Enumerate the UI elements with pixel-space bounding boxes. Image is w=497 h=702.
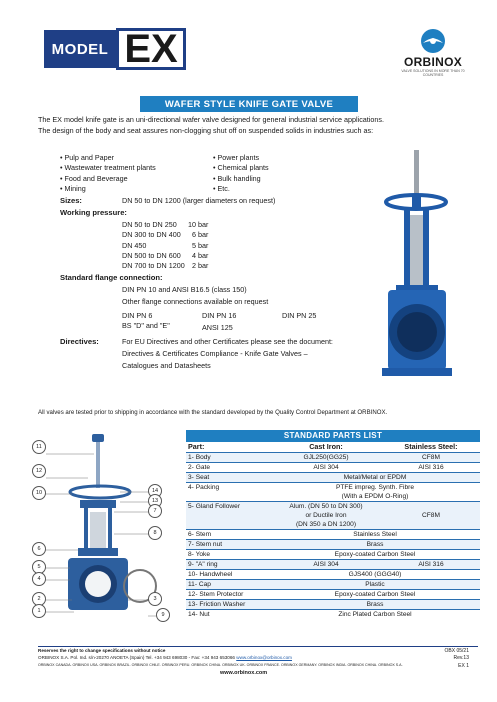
material-value: Epoxy-coated Carbon Steel (334, 591, 416, 598)
part-name: 7- Stem nut (188, 541, 223, 548)
material-line: or Ductile Iron (305, 512, 347, 519)
table-row (186, 539, 480, 549)
stainless-value: AISI 316 (418, 561, 444, 568)
part-name: 2- Gate (188, 464, 210, 471)
pressure-range: DN 50 to DN 250 (122, 220, 177, 229)
part-name: 10- Handwheel (188, 571, 233, 578)
header (0, 26, 497, 77)
table-row (186, 569, 480, 579)
part-name: 6- Stem (188, 531, 212, 538)
application-item: • Mining (60, 184, 156, 194)
table-body (186, 452, 480, 619)
header-part: Part: (188, 442, 205, 451)
directives-line2: Directives & Certificates Compliance - Knife Gate Valves – (122, 349, 308, 358)
flange-label: Standard flange connection: (60, 273, 163, 282)
document-title: WAFER STYLE KNIFE GATE VALVE (140, 96, 358, 112)
callout-label: 2 (37, 596, 41, 602)
material-value: Brass (366, 541, 384, 548)
table-row (186, 482, 480, 501)
material-value: Brass (366, 601, 384, 608)
pressure-range: DN 300 to DN 400 (122, 230, 181, 240)
flange-line2: Other flange connections available on request (122, 297, 269, 306)
footer-doc-info (445, 648, 469, 670)
part-name: 13- Friction Washer (188, 601, 246, 608)
callout-marker (32, 486, 46, 500)
parts-table (186, 430, 480, 619)
sizes-value: DN 50 to DN 1200 (larger diameters on request) (122, 196, 276, 205)
application-item: • Chemical plants (213, 163, 269, 173)
doc-page: EX 1 (458, 662, 469, 669)
footer-subsidiaries: ORBINOX CANADA. ORBINOX USA. ORBINOX BRAZIL. ORBINOX CHILE. ORBINOX PERU. ORBINOX CHINA. ORBINOX UK. ORBINOX FRANCE. ORBINOX GERMANY. ORBINOX INDIA. ORBINOX CHINA. ORBINOX S.A. (38, 662, 403, 667)
valve-photo (370, 150, 470, 395)
pressure-value: 6 bar (192, 230, 209, 240)
part-name: 9- "A" ring (188, 561, 218, 568)
callout-label: 13 (151, 498, 159, 504)
cast-iron-value (270, 502, 382, 529)
model-code: EX (116, 28, 186, 70)
flange-line1: DIN PN 10 and ANSI B16.5 (class 150) (122, 285, 247, 294)
table-header (186, 442, 480, 452)
footer-divider (38, 646, 478, 647)
callout-label: 1 (37, 608, 41, 614)
material-line: (DN 350 a DN 1200) (295, 521, 357, 528)
pressure-value: 2 bar (192, 261, 209, 271)
part-name: 14- Nut (188, 611, 210, 618)
callout-marker (32, 464, 46, 478)
pressure-value: 10 bar (188, 220, 209, 229)
material-line: Alum. (DN 50 to DN 300) (289, 503, 363, 510)
callout-label: 10 (35, 490, 43, 496)
table-row (186, 462, 480, 472)
flange-option: DIN PN 6 (122, 311, 153, 320)
exploded-view-icon (28, 430, 186, 628)
table-row (186, 599, 480, 609)
material-value: Plastic (365, 581, 385, 588)
callout-marker (148, 592, 162, 606)
callout-label: 6 (37, 546, 41, 552)
callout-marker (32, 604, 46, 618)
application-item: • Pulp and Paper (60, 153, 156, 163)
pressure-value: 5 bar (192, 240, 209, 250)
table-row (186, 452, 480, 462)
table-row (186, 501, 480, 529)
doc-code: OBX 05/21 (444, 648, 469, 654)
table-row (186, 549, 480, 559)
pressure-range: DN 500 to DN 600 (122, 250, 181, 260)
part-name: 12- Stem Protector (188, 591, 244, 598)
part-name: 1- Body (188, 454, 211, 461)
part-name: 11- Cap (188, 581, 211, 588)
callout-label: 11 (36, 444, 42, 450)
callout-label: 12 (35, 468, 43, 474)
flange-option: DIN PN 16 (202, 311, 237, 320)
brand-name: ORBINOX (403, 55, 463, 69)
brand-tagline: VALVE SOLUTIONS IN MORE THAN 70 COUNTRIES (401, 69, 465, 77)
flange-option: BS "D" and "E" (122, 321, 170, 330)
material-value: Epoxy-coated Carbon Steel (334, 551, 416, 558)
stainless-value: AISI 316 (418, 464, 444, 471)
pressure-value: 4 bar (192, 250, 209, 260)
model-label: MODEL (44, 30, 116, 68)
application-item: • Food and Beverage (60, 174, 156, 184)
header-stainless: Stainless Steel: (404, 442, 458, 451)
directives-line1: For EU Directives and other Certificates please see the document: (122, 337, 333, 346)
flange-option: DIN PN 25 (282, 311, 317, 320)
part-name: 4- Packing (188, 484, 220, 491)
brand-logo (393, 28, 473, 76)
footer-address-text: ORBINOX S.A. Pol. Ind. s/n-20270 ANOETA (Spain) Tel. +34 943 698030 - Fax: +34 943 653066 (38, 654, 235, 660)
footer-email-link[interactable]: www.orbinox@orbinox.com (236, 654, 292, 660)
cast-iron-value: AISI 304 (313, 464, 339, 471)
callout-label: 3 (153, 596, 157, 602)
flange-option: ANSI 125 (202, 323, 233, 332)
material-line: (With a EPDM O-Ring) (341, 493, 409, 500)
pressure-range: DN 450 (122, 240, 147, 250)
exploded-drawing (28, 430, 186, 628)
part-name: 5- Gland Follower (188, 503, 241, 510)
doc-revision: Rev.13 (453, 655, 469, 662)
footer (38, 648, 483, 668)
callout-label: 7 (153, 508, 157, 514)
orbinox-logo-icon (418, 28, 448, 54)
table-row (186, 589, 480, 599)
table-row (186, 559, 480, 569)
table-row (186, 529, 480, 539)
table-row (186, 579, 480, 589)
footer-address (38, 655, 483, 662)
table-row (186, 472, 480, 482)
intro-paragraph: The EX model knife gate is an uni-directional wafer valve designed for general industrial service applications. The design of the body and seat assures non-clogging shut off on suspended solids in industries such as: (38, 115, 384, 135)
footer-disclaimer: Reserves the right to change specifications without notice (38, 648, 166, 653)
callout-label: 14 (151, 488, 159, 494)
material-value: GJS400 (GGG40) (348, 571, 402, 578)
table-row (186, 609, 480, 619)
callout-label: 4 (37, 576, 41, 582)
pressure-range: DN 700 to DN 1200 (122, 261, 185, 271)
callout-marker (32, 440, 46, 454)
application-item: • Power plants (213, 153, 269, 163)
application-item: • Wastewater treatment plants (60, 163, 156, 173)
working-pressure-label: Working pressure: (60, 208, 127, 217)
cast-iron-value: AISI 304 (313, 561, 339, 568)
pressure-table (122, 220, 242, 271)
directives-line3: Catalogues and Datasheets (122, 361, 211, 370)
callout-marker (156, 608, 170, 622)
parts-table-title: STANDARD PARTS LIST (186, 430, 480, 442)
part-name: 3- Seat (188, 474, 210, 481)
cast-iron-value: GJL250(GG25) (303, 454, 349, 461)
header-cast-iron: Cast Iron: (309, 442, 343, 451)
application-item: • Etc. (213, 184, 269, 194)
material-value: Zinc Plated Carbon Steel (338, 611, 412, 618)
callout-marker (32, 542, 46, 556)
application-item: • Bulk handling (213, 174, 269, 184)
testing-note: All valves are tested prior to shipping in accordance with the standard developed by the Quality Control Department at ORBINOX. (38, 409, 388, 416)
callout-label: 5 (37, 564, 41, 570)
stainless-value: CF8M (422, 512, 440, 519)
callout-marker (32, 572, 46, 586)
part-name: 8- Yoke (188, 551, 210, 558)
callout-marker (148, 526, 162, 540)
material-value: Stainless Steel (353, 531, 397, 538)
callout-label: 9 (161, 612, 165, 618)
material-value (270, 483, 480, 501)
callout-marker (148, 504, 162, 518)
website-link[interactable]: www.orbinox.com (220, 670, 268, 676)
material-line: PTFE impreg. Synth. Fibre (335, 484, 415, 491)
stainless-value: CF8M (422, 454, 440, 461)
callout-label: 8 (153, 530, 157, 536)
material-value: Metal/Metal or EPDM (343, 474, 407, 481)
sizes-label: Sizes: (60, 196, 82, 205)
directives-label: Directives: (60, 337, 99, 346)
